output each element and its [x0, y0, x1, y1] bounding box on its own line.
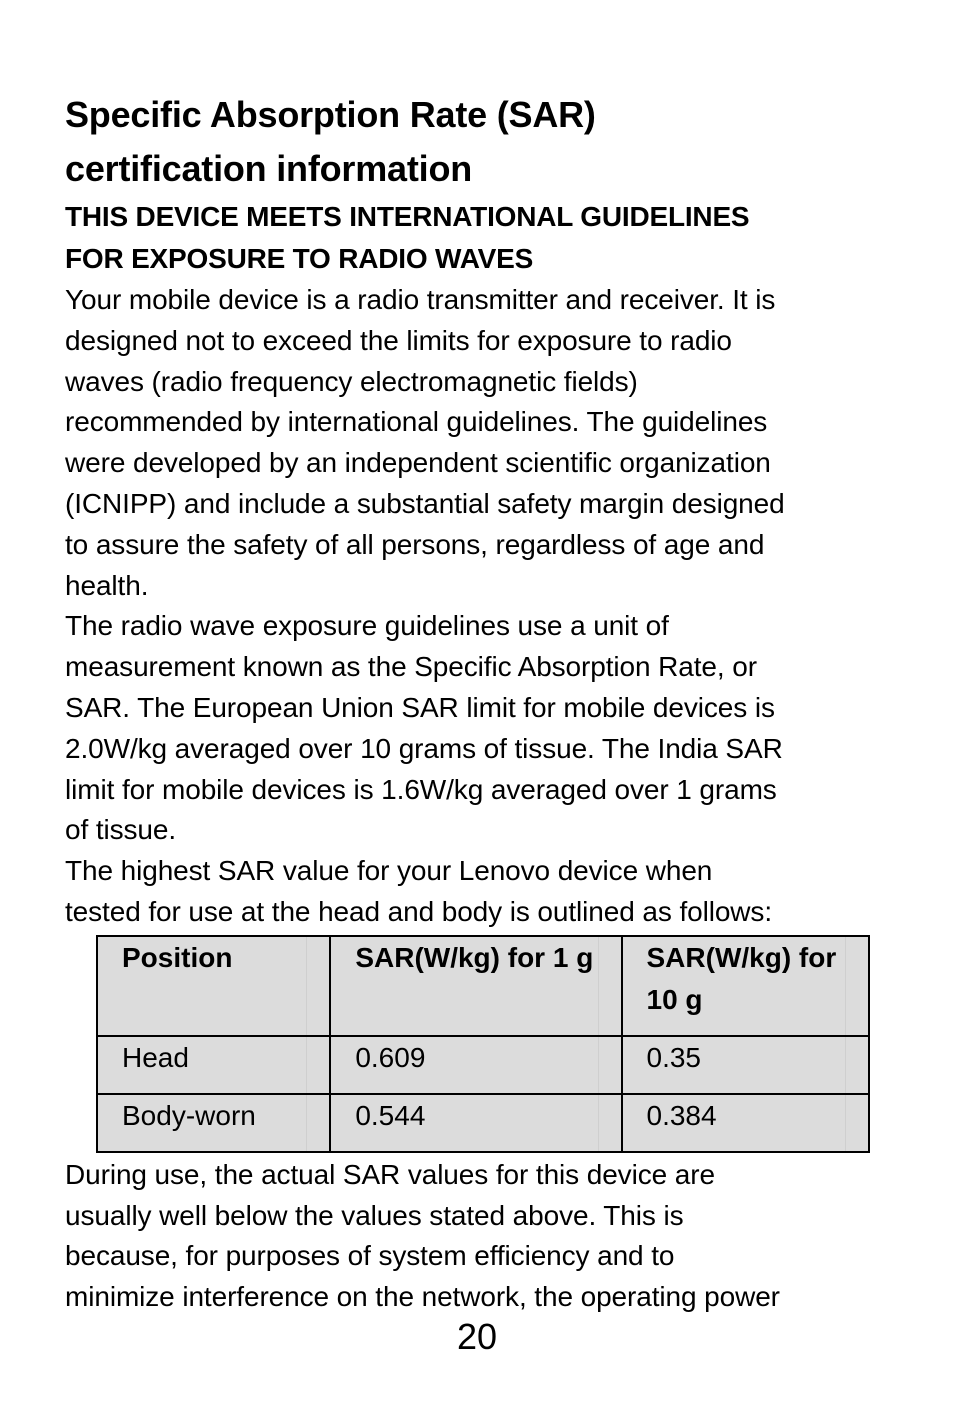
section-heading	[65, 196, 895, 280]
table-header-position: Position	[97, 936, 330, 1036]
title-line: Specific Absorption Rate (SAR)	[65, 94, 596, 135]
text-line: of tissue.	[65, 814, 177, 846]
table-cell-position: Head	[97, 1036, 330, 1094]
text-line: usually well below the values stated above. This is	[65, 1199, 684, 1231]
text-line: recommended by international guidelines. The guidelines	[65, 406, 768, 438]
text-line: Your mobile device is a radio transmitter and receiver. It is	[65, 284, 776, 315]
text-line: measurement known as the Specific Absorption Rate, or	[65, 651, 757, 683]
document-page	[65, 88, 895, 1318]
table-header-sar-1g: SAR(W/kg) for 1 g	[330, 936, 621, 1036]
heading-line: FOR EXPOSURE TO RADIO WAVES	[65, 243, 534, 274]
table-cell-position: Body-worn	[97, 1094, 330, 1152]
text-line: 2.0W/kg averaged over 10 grams of tissue. The India SAR	[65, 732, 783, 764]
text-line: limit for mobile devices is 1.6W/kg averaged over 1 grams	[65, 773, 777, 805]
text-line: During use, the actual SAR values for this device are	[65, 1158, 715, 1190]
table-cell-sar-1g: 0.544	[330, 1094, 621, 1152]
heading-line: THIS DEVICE MEETS INTERNATIONAL GUIDELINES	[65, 201, 750, 232]
text-line: to assure the safety of all persons, regardless of age and	[65, 528, 765, 560]
text-line: designed not to exceed the limits for exposure to radio	[65, 324, 732, 356]
paragraph-intro	[65, 280, 895, 606]
text-line: The highest SAR value for your Lenovo device when	[65, 855, 713, 887]
table-row	[97, 1094, 869, 1152]
table-cell-sar-10g: 0.384	[622, 1094, 870, 1152]
text-line: were developed by an independent scientific organization	[65, 447, 771, 479]
page-number: 20	[456, 1316, 498, 1357]
paragraph-sar-limits	[65, 606, 895, 851]
text-line: The radio wave exposure guidelines use a unit of	[65, 610, 669, 642]
paragraph-actual-sar	[65, 1155, 895, 1318]
text-line: waves (radio frequency electromagnetic fields)	[65, 365, 638, 397]
page-title	[65, 88, 895, 196]
sar-values-table	[96, 935, 870, 1153]
title-line: certification information	[65, 148, 473, 189]
table-row	[97, 1036, 869, 1094]
text-line: (ICNIPP) and include a substantial safety margin designed	[65, 487, 785, 519]
text-line: health.	[65, 569, 149, 601]
table-cell-sar-10g: 0.35	[622, 1036, 870, 1094]
text-line: SAR. The European Union SAR limit for mobile devices is	[65, 691, 775, 723]
text-line: because, for purposes of system efficiency and to	[65, 1240, 675, 1272]
table-cell-sar-1g: 0.609	[330, 1036, 621, 1094]
table-header-sar-10g: SAR(W/kg) for 10 g	[622, 936, 870, 1036]
table-header-row	[97, 936, 869, 1036]
text-line: minimize interference on the network, the operating power	[65, 1281, 780, 1313]
text-line: tested for use at the head and body is outlined as follows:	[65, 895, 773, 927]
paragraph-highest-sar	[65, 851, 895, 933]
